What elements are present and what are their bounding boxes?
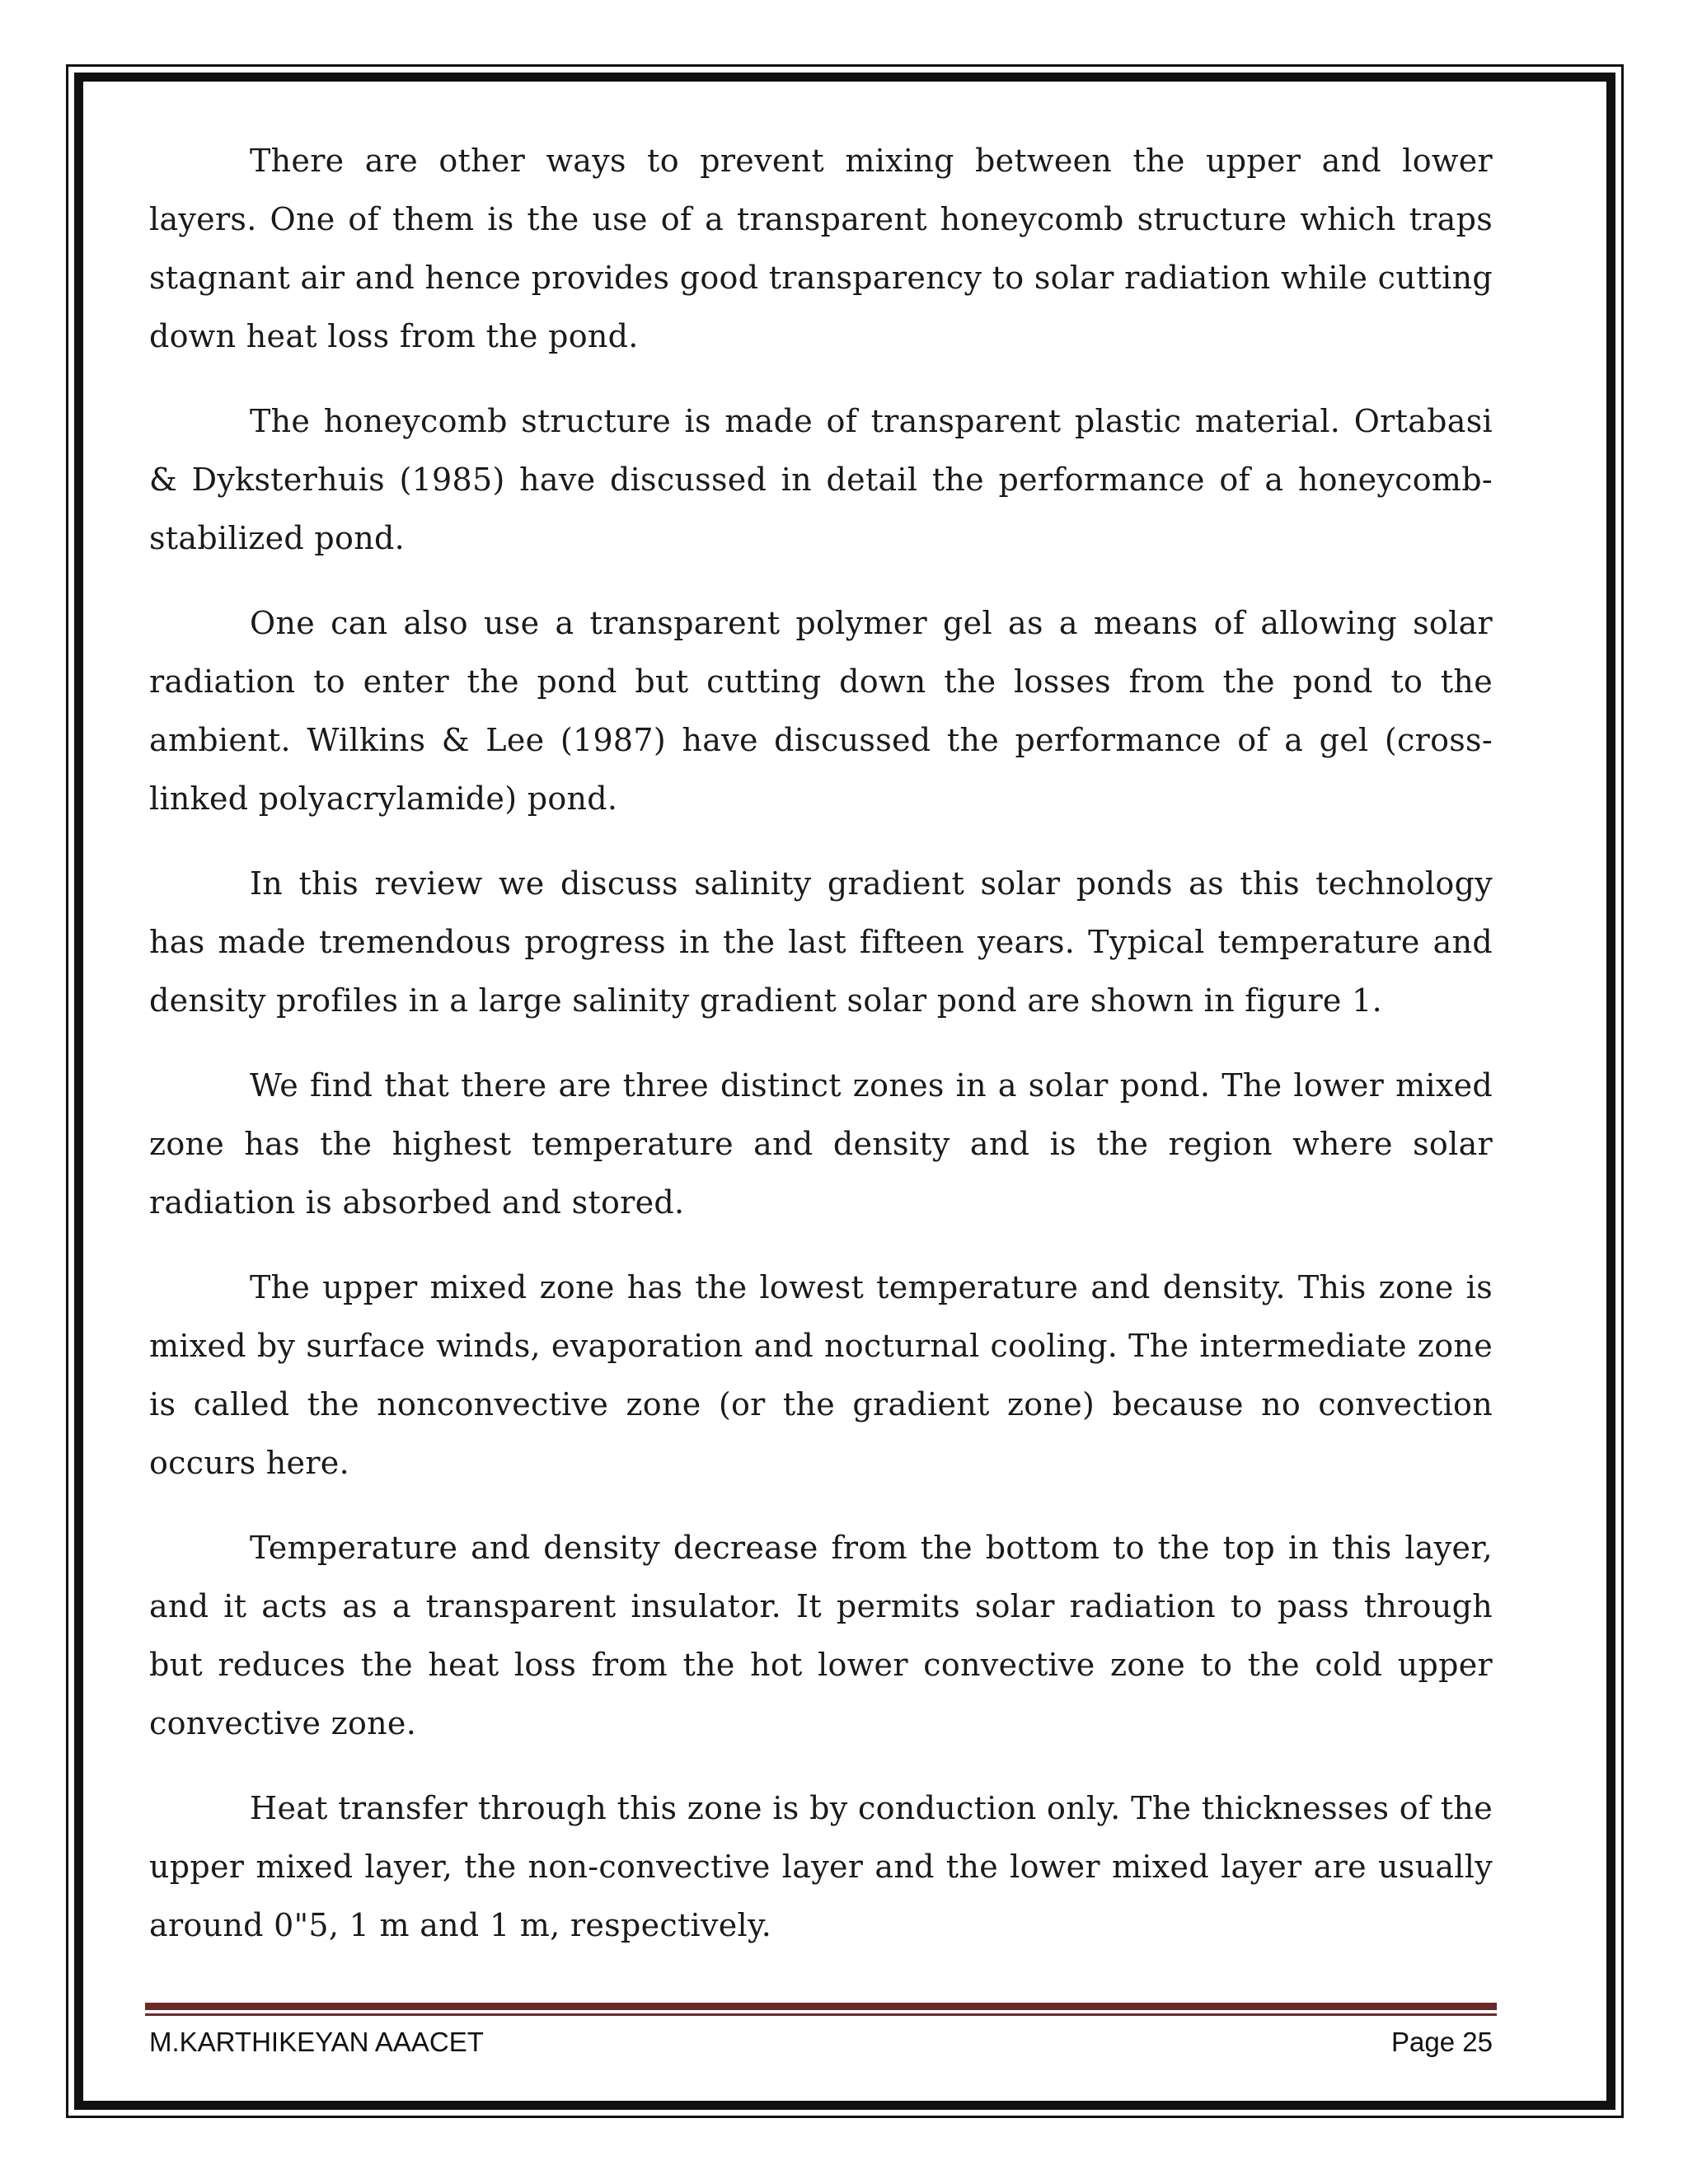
footer-page-number: Page 25 (1391, 2027, 1493, 2057)
footer-divider (145, 2003, 1497, 2010)
footer-divider-thin (145, 2013, 1497, 2016)
paragraph: The upper mixed zone has the lowest temperature and density. This zone is mixed by surface winds, evaporation and nocturnal cooling. The intermediate zone is called the nonconvective zone (or the gradient zone) because no convection occurs here. (149, 1269, 1493, 1481)
paragraph: One can also use a transparent polymer gel as a means of allowing solar radiation to enter the pond but cutting down the losses from the pond to the ambient. Wilkins & Lee (1987) have discussed the performance of a gel (cross-linked polyacrylamide) pond. (149, 605, 1493, 817)
paragraph: There are other ways to prevent mixing between the upper and lower layers. One of them is the use of a transparent honeycomb structure which traps stagnant air and hence provides good transparency to solar radiation while cutting down heat loss from the pond. (149, 143, 1493, 354)
paragraph: Temperature and density decrease from the bottom to the top in this layer, and it acts as a transparent insulator. It permits solar radiation to pass through but reduces the heat loss from the hot lower convective zone to the cold upper convective zone. (149, 1530, 1493, 1741)
paragraph: The honeycomb structure is made of transparent plastic material. Ortabasi & Dyksterhuis (1985) have discussed in detail the performance of a honeycomb-stabilized pond. (149, 403, 1493, 556)
paragraph: Heat transfer through this zone is by conduction only. The thicknesses of the upper mixed layer, the non-convective layer and the lower mixed layer are usually around 0"5, 1 m and 1 m, respectively. (149, 1790, 1493, 1943)
footer-author: M.KARTHIKEYAN AAACET (149, 2027, 484, 2057)
paragraph: We find that there are three distinct zones in a solar pond. The lower mixed zone has the highest temperature and density and is the region where solar radiation is absorbed and stored. (149, 1067, 1493, 1221)
paragraph: In this review we discuss salinity gradient solar ponds as this technology has made tremendous progress in the last fifteen years. Typical temperature and density profiles in a large salinity gradient solar pond are shown in figure 1. (149, 865, 1493, 1019)
document-body (149, 132, 1493, 1981)
page-footer (149, 2018, 1493, 2067)
